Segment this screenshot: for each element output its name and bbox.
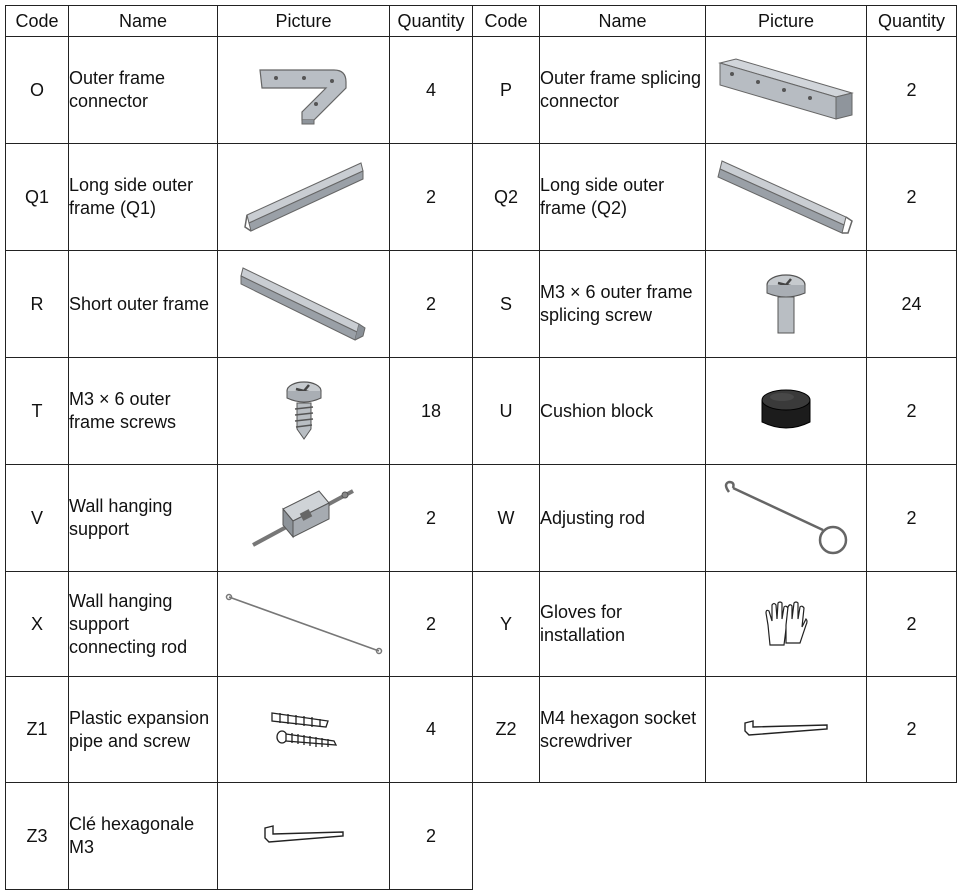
part-code: Q1 [6,144,69,251]
part-quantity: 2 [390,251,473,358]
table-row [6,37,957,144]
part-picture [218,37,390,144]
long-frame-q2-icon [716,155,856,239]
table-row [6,572,957,677]
part-code: W [473,465,540,572]
part-quantity: 2 [390,572,473,677]
part-quantity: 18 [390,358,473,465]
part-name: Outer frame connector [69,37,218,144]
splicing-connector-icon [716,57,856,123]
part-name: Wall hanging support [69,465,218,572]
part-name: Wall hanging support connecting rod [69,572,218,677]
part-code: R [6,251,69,358]
table-row [6,465,957,572]
part-quantity: 2 [390,144,473,251]
part-picture [218,783,390,890]
part-quantity: 2 [867,677,957,783]
part-code: O [6,37,69,144]
part-name: M3 × 6 outer frame splicing screw [540,251,706,358]
part-picture [706,251,867,358]
connecting-rod-icon [223,591,385,657]
part-code: T [6,358,69,465]
part-quantity: 4 [390,37,473,144]
part-name: Long side outer frame (Q2) [540,144,706,251]
splicing-screw-icon [761,271,811,337]
header-name: Name [69,6,218,37]
part-quantity: 2 [867,37,957,144]
part-picture [218,572,390,677]
header-code: Code [473,6,540,37]
part-picture [218,144,390,251]
part-picture [706,358,867,465]
header-row [6,6,957,37]
outer-frame-connector-icon [254,54,354,126]
part-name: Long side outer frame (Q1) [69,144,218,251]
part-quantity: 2 [867,572,957,677]
wall-support-icon [249,483,359,553]
part-name: Outer frame splicing connector [540,37,706,144]
expansion-pipe-icon [268,707,340,753]
table-row [6,783,957,890]
part-code: Z1 [6,677,69,783]
header-quantity: Quantity [867,6,957,37]
table-row [6,358,957,465]
part-quantity: 2 [867,358,957,465]
header-name: Name [540,6,706,37]
empty-cell [473,783,957,890]
part-picture [706,572,867,677]
gloves-icon [764,599,808,649]
adjusting-rod-icon [719,478,853,558]
frame-screw-icon [282,379,326,443]
part-code: U [473,358,540,465]
hex-key-m4-icon [741,717,831,743]
part-name: Cushion block [540,358,706,465]
part-picture [706,677,867,783]
part-name: Short outer frame [69,251,218,358]
part-name: M3 × 6 outer frame screws [69,358,218,465]
part-code: Z3 [6,783,69,890]
part-name: Plastic expansion pipe and screw [69,677,218,783]
part-quantity: 4 [390,677,473,783]
part-quantity: 2 [390,465,473,572]
header-picture: Picture [706,6,867,37]
part-code: Z2 [473,677,540,783]
part-picture [706,37,867,144]
part-quantity: 2 [390,783,473,890]
part-name: Adjusting rod [540,465,706,572]
header-code: Code [6,6,69,37]
part-code: Y [473,572,540,677]
parts-table [5,5,957,890]
table-row [6,144,957,251]
short-frame-icon [239,262,369,346]
part-picture [218,465,390,572]
part-name: M4 hexagon socket screwdriver [540,677,706,783]
part-quantity: 2 [867,465,957,572]
part-picture [706,465,867,572]
table-row [6,677,957,783]
part-quantity: 24 [867,251,957,358]
header-quantity: Quantity [390,6,473,37]
part-name: Clé hexagonale M3 [69,783,218,890]
part-picture [706,144,867,251]
long-frame-q1-icon [239,157,369,237]
part-code: X [6,572,69,677]
part-quantity: 2 [867,144,957,251]
part-code: Q2 [473,144,540,251]
table-row [6,251,957,358]
part-picture [218,677,390,783]
hex-key-m3-icon [261,822,347,850]
part-picture [218,358,390,465]
part-name: Gloves for installation [540,572,706,677]
cushion-block-icon [758,386,814,436]
part-picture [218,251,390,358]
part-code: P [473,37,540,144]
part-code: S [473,251,540,358]
header-picture: Picture [218,6,390,37]
part-code: V [6,465,69,572]
